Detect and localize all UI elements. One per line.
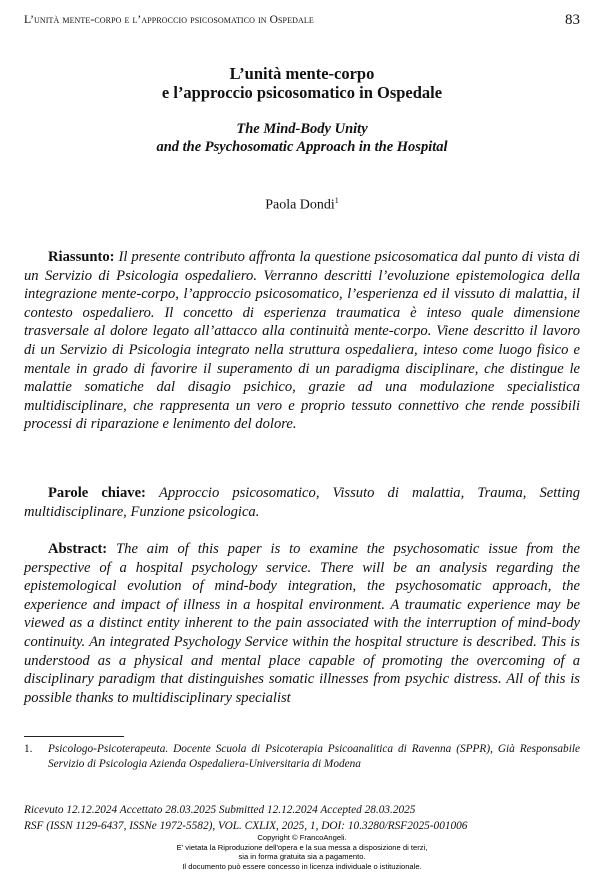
riassunto-paragraph: [24, 248, 580, 434]
title-line-1: L’unità mente-corpo: [229, 64, 375, 83]
author-name: Paola Dondi: [265, 197, 335, 213]
copyright-line-2: E' vietata la Riproduzione dell'opera e la sua messa a disposizione di terzi,: [176, 842, 428, 852]
copyright-line-1: Copyright © FrancoAngeli.: [257, 833, 347, 842]
footnote: [24, 742, 580, 771]
article-title: [24, 64, 580, 102]
riassunto-label: Riassunto:: [48, 249, 115, 265]
riassunto-text: Il presente contributo affronta la questione psicosomatica dal punto di vista di un Servizio di Psicologia ospedaliero. Verranno descritti l’evoluzione epistemologica della integrazione mente-corpo, l’approccio psicosomatico, l’esperienza ed il vissuto di malattia, il contesto ospedaliero. Il concetto di esperienza traumatica è inteso quale dimensione trasversale al dolore legato all’attacco alla continuità mente-corpo. Viene descritto il lavoro di un Servizio di Psicologia integrato nella struttura ospedaliera, inteso come luogo fisico e mentale in grado di favorire il superamento di un paradigma disciplinare, che distingue le malattie somatiche dal disagio psichico, grazie ad una modulazione specialistica multidisciplinare, che rappresenta un vero e proprio tessuto connettivo che rende possibili processi di riparazione e lenimento del dolore.: [24, 249, 580, 433]
keywords-label: Parole chiave:: [48, 485, 146, 501]
copyright-notice: [24, 833, 580, 871]
page-header: [24, 12, 580, 32]
title-en-line-2: and the Psychosomatic Approach in the Hospital: [156, 138, 448, 155]
article-title-english: [24, 121, 580, 156]
footnote-text: Psicologo-Psicoterapeuta. Docente Scuola di Psicoterapia Psicoanalitica di Ravenna (SPPR), Già Responsabile Servizio di Psicologia Azienda Ospedaliera-Universitaria di Modena: [48, 743, 580, 770]
footnote-number: 1.: [24, 743, 33, 755]
footnote-divider: [24, 736, 124, 737]
page-number: 83: [565, 12, 580, 28]
keywords-text: Approccio psicosomatico, Vissuto di malattia, Trauma, Setting multidisciplinare, Funzione psicologica.: [24, 485, 580, 520]
copyright-line-3: sia in forma gratuita sia a pagamento.: [238, 852, 366, 862]
abstract-text: The aim of this paper is to examine the psychosomatic issue from the perspective of a hospital psychology service. There will be an analysis regarding the epistemological evolution of mind-body integration, the psychosomatic approach, the experience and impact of illness in a hospital environment. A traumatic experience may be viewed as a distinct entity inherent to the pain associated with the interruption of mind-body continuity. An integrated Psychology Service within the hospital structure is described. This is understood as a physical and mental place capable of promoting the overcoming of a disciplinary paradigm that distinguishes somatic illnesses from psychic distress. All of this is possible thanks to multidisciplinary specialist: [24, 541, 580, 706]
author: [24, 196, 580, 214]
title-en-line-1: The Mind-Body Unity: [236, 121, 368, 137]
abstract-paragraph: [24, 540, 580, 707]
received-dates: Ricevuto 12.12.2024 Accettato 28.03.2025 Submitted 12.12.2024 Accepted 28.03.2025: [24, 804, 416, 816]
running-head: L’unità mente-corpo e l’approccio psicosomatico in Ospedale: [24, 14, 314, 26]
copyright-line-4: Il documento può essere concesso in licenza individuale o istituzionale.: [182, 861, 422, 871]
journal-citation: RSF (ISSN 1129-6437, ISSNe 1972-5582), VOL. CXLIX, 2025, 1, DOI: 10.3280/RSF2025-001006: [24, 819, 468, 832]
keywords-paragraph: [24, 484, 580, 521]
author-footnote-mark: 1: [334, 196, 339, 205]
title-line-2: e l’approccio psicosomatico in Ospedale: [161, 83, 443, 102]
abstract-label: Abstract:: [48, 541, 108, 557]
submission-info: [24, 803, 580, 834]
